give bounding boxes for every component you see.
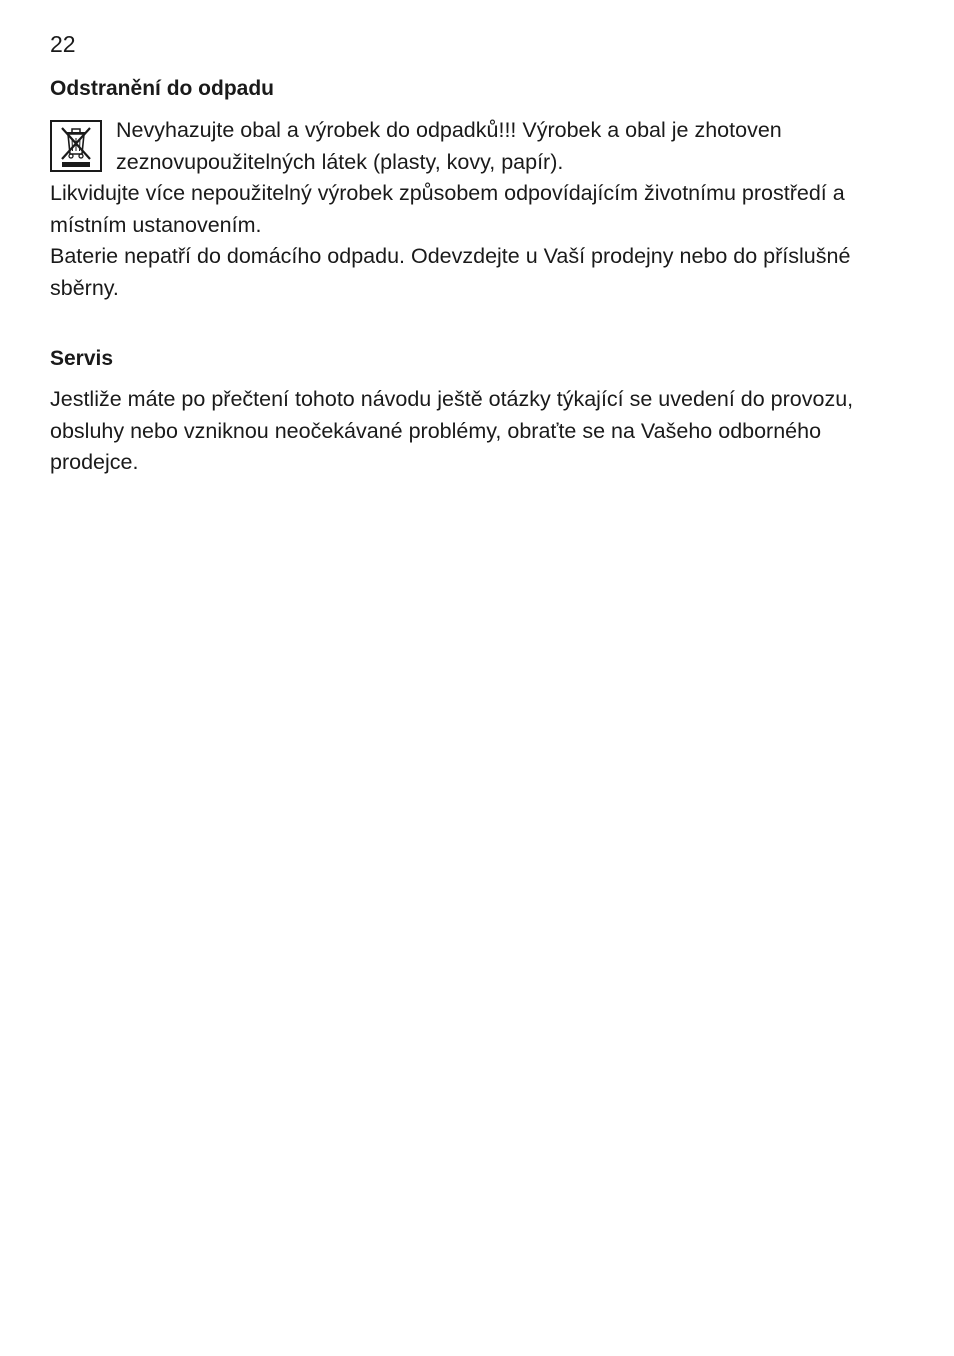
text-line: Jestliže máte po přečtení tohoto návodu ještě otázky týkající se uvedení do provozu, — [50, 387, 854, 411]
text-line: zeznovupoužitelných látek (plasty, kovy, papír). — [116, 149, 564, 174]
disposal-intro-text — [116, 115, 782, 178]
battery-disposal-text — [50, 241, 850, 304]
service-text — [50, 384, 853, 479]
text-line: prodejce. — [50, 450, 139, 474]
page-number: 22 — [50, 31, 76, 57]
text-line: místním ustanovením. — [50, 212, 262, 237]
crossed-out-wheelie-bin-icon — [50, 120, 102, 172]
service-heading: Servis — [50, 347, 114, 370]
text-line: Likvidujte více nepoužitelný výrobek způsobem odpovídajícím životnímu prostředí a — [50, 181, 845, 205]
text-line: obsluhy nebo vzniknou neočekávané problémy, obraťte se na Vašeho odborného — [50, 418, 822, 443]
disposal-instructions-text — [50, 178, 845, 241]
text-line: Baterie nepatří do domácího odpadu. Odevzdejte u Vaší prodejny nebo do příslušné — [50, 244, 851, 268]
text-line: sběrny. — [50, 275, 119, 300]
disposal-heading: Odstranění do odpadu — [50, 77, 274, 100]
text-line: Nevyhazujte obal a výrobek do odpadků!!! Výrobek a obal je zhotoven — [116, 118, 782, 142]
